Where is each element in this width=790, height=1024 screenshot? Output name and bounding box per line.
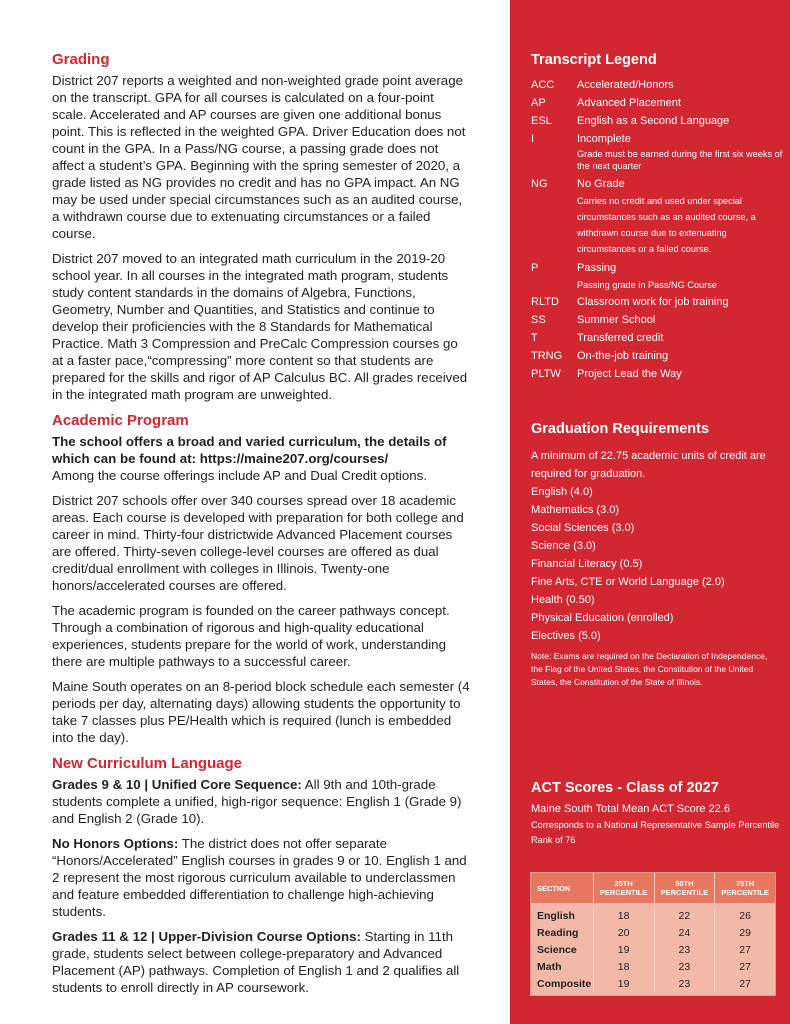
- academic-paragraph-2: District 207 schools offer over 340 courses spread over 18 academic areas. Each course is developed with preparation for both college and career in mind. Thirty-four districtwide Advanced Placement courses are offered. Thirty-seven college-level courses are offered as dual credit/dual enrollment with colleges in Illinois. Twenty-one honors/accelerated courses are offered.: [52, 493, 464, 593]
- legend-definition: Advanced Placement: [577, 97, 681, 109]
- table-header: [531, 873, 775, 903]
- graduation-intro: A minimum of 22.75 academic units of credit are required for graduation.: [531, 450, 766, 480]
- main-column: [52, 50, 472, 1004]
- table-cell: 22: [654, 907, 715, 924]
- table-cell-section: English: [537, 909, 575, 922]
- legend-definition: Summer School: [577, 314, 656, 326]
- grading-section: [52, 50, 472, 403]
- table-cell: 19: [593, 975, 654, 992]
- graduation-item: Mathematics (3.0): [531, 504, 620, 516]
- legend-item: [531, 175, 786, 259]
- table-cell: 27: [714, 941, 775, 958]
- graduation-heading: Graduation Requirements: [531, 421, 710, 437]
- table-cell: 24: [654, 924, 715, 941]
- table-cell-section: Science: [537, 943, 577, 956]
- table-cell: 20: [593, 924, 654, 941]
- legend-definition: No Grade: [577, 178, 625, 190]
- graduation-item: Health (0.50): [531, 594, 595, 606]
- legend-item: [531, 259, 786, 293]
- legend-code: ACC: [531, 79, 555, 91]
- academic-heading: Academic Program: [52, 412, 189, 429]
- curriculum-item-title: No Honors Options:: [52, 836, 179, 851]
- curriculum-heading: New Curriculum Language: [52, 755, 243, 772]
- graduation-item: Science (3.0): [531, 540, 596, 552]
- legend-code: T: [531, 332, 538, 344]
- grading-paragraph-1: District 207 reports a weighted and non-weighted grade point average on the transcript. GPA for all courses is calculated on a four-point scale. Accelerated and AP courses are given one additional bonus point. This is reflected in the weighted GPA. Driver Education does not count in the GPA. In a Pass/NG course, a passing grade does not affect a student’s GPA. Beginning with the spring semester of 2020, a grade listed as NG provides no credit and has no GPA impact. An NG may be used under special circumstances such as an audited course, a withdrawn course due to extenuating circumstances or a failed course.: [52, 73, 466, 241]
- legend-item: [531, 311, 786, 329]
- table-row: [531, 941, 775, 958]
- graduation-item: Physical Education (enrolled): [531, 612, 674, 624]
- legend-code: P: [531, 262, 539, 274]
- table-row: [531, 924, 775, 941]
- curriculum-item-text: Starting in 11th grade, students select between college-preparatory and Advanced Placement (AP) pathways. Completion of English 1 and 2 qualifies all students to enroll directly in AP coursework.: [52, 929, 460, 995]
- curriculum-section: [52, 754, 472, 996]
- graduation-item: Social Sciences (3.0): [531, 522, 635, 534]
- column-header: 50TH PERCENTILE: [654, 873, 715, 903]
- table-cell-section: Math: [537, 960, 562, 973]
- legend-heading: Transcript Legend: [531, 52, 657, 68]
- legend-note: Carries no credit and used under special circumstances such as an audited course, a withdrawn course due to extenuating circumstances or a failed course.: [577, 196, 756, 254]
- legend-note: Grade must be earned during the first six weeks of the next quarter: [577, 149, 783, 171]
- legend-code: ESL: [531, 115, 552, 127]
- table-row: [531, 907, 775, 924]
- curriculum-item-text: The district does not offer separate “Honors/Accelerated” English courses in grades 9 or 10. English 1 and 2 represent the most rigorous curriculum available to underclassmen and feature embedded differentiation to challenge high-achieving students.: [52, 836, 467, 919]
- legend-code: TRNG: [531, 350, 563, 362]
- legend-definition: Classroom work for job training: [577, 296, 729, 308]
- act-scores: [531, 779, 781, 848]
- grading-paragraph-2: District 207 moved to an integrated math curriculum in the 2019-20 school year. In all courses in the integrated math program, students study content standards in the domains of Algebra, Functions, Geometry, Number and Quantities, and Statistics and continue to develop their proficiencies with the 8 Standards for Mathematical Practice. Math 3 Compression and PreCalc Compression courses go at a faster pace,“compressing” more content so that students are prepared for the skills and rigor of AP Calculus BC. All grades received in the integrated math program are unweighted.: [52, 251, 468, 402]
- legend-definition: Transferred credit: [577, 332, 664, 344]
- table-row: [531, 975, 775, 992]
- table-cell: 23: [654, 975, 715, 992]
- table-cell: 18: [593, 907, 654, 924]
- transcript-legend: [531, 76, 786, 383]
- sidebar-panel: [510, 0, 790, 1024]
- table-cell: 26: [714, 907, 775, 924]
- table-cell: 27: [714, 958, 775, 975]
- legend-note: Passing grade in Pass/NG Course: [577, 280, 717, 290]
- legend-item: [531, 347, 786, 365]
- legend-code: AP: [531, 97, 546, 109]
- legend-item: [531, 94, 786, 112]
- curriculum-item: [52, 835, 472, 920]
- graduation-item: Electives (5.0): [531, 630, 601, 642]
- academic-lead-bold: The school offers a broad and varied curriculum, the details of which can be found at: https://maine207.org/courses/: [52, 434, 447, 466]
- graduation-note: Note: Exams are required on the Declaration of Independence, the Flag of the United States, the Constitution of the United States, the Constitution of the State of Illinois.: [531, 651, 768, 687]
- curriculum-item: [52, 928, 472, 996]
- legend-item: [531, 329, 786, 347]
- table-cell-section: Composite: [537, 977, 592, 990]
- academic-paragraph-3: The academic program is founded on the career pathways concept. Through a combination of rigorous and high-quality educational experiences, students prepare for the world of work, understanding there are multiple pathways to a successful career.: [52, 603, 450, 669]
- table-body: [531, 903, 775, 992]
- graduation-item: English (4.0): [531, 486, 593, 498]
- academic-paragraph-4: Maine South operates on an 8-period block schedule each semester (4 periods per day, alternating days) allowing students the opportunity to take 7 classes plus PE/Health which is required (lunch is embedded into the day).: [52, 679, 470, 745]
- table-cell-section: Reading: [537, 926, 579, 939]
- table-cell: 27: [714, 975, 775, 992]
- legend-definition: Passing: [577, 262, 617, 274]
- column-header: 25TH PERCENTILE: [593, 873, 654, 903]
- legend-definition: English as a Second Language: [577, 115, 730, 127]
- academic-section: [52, 411, 472, 746]
- curriculum-item-text: All 9th and 10th-grade students complete a unified, high-rigor sequence: English 1 (Grade 9) and English 2 (Grade 10).: [52, 777, 462, 826]
- academic-lead-rest: Among the course offerings include AP and Dual Credit options.: [52, 468, 428, 483]
- curriculum-item-title: Grades 9 & 10 | Unified Core Sequence:: [52, 777, 302, 792]
- legend-item: [531, 365, 786, 383]
- graduation-requirements: [531, 420, 781, 689]
- legend-code: RLTD: [531, 296, 559, 308]
- column-header: SECTION: [537, 883, 571, 893]
- table-cell: 29: [714, 924, 775, 941]
- act-score-table: [530, 872, 776, 996]
- curriculum-item: [52, 776, 472, 827]
- table-cell: 23: [654, 941, 715, 958]
- grading-heading: Grading: [52, 51, 110, 68]
- act-heading: ACT Scores - Class of 2027: [531, 780, 719, 796]
- graduation-item: Financial Literacy (0.5): [531, 558, 643, 570]
- table-row: [531, 958, 775, 975]
- legend-definition: On-the-job training: [577, 350, 669, 362]
- act-mean-score: Maine South Total Mean ACT Score 22.6: [531, 803, 730, 815]
- legend-item: [531, 293, 786, 311]
- legend-code: I: [531, 133, 535, 145]
- legend-definition: Incomplete: [577, 133, 631, 145]
- table-cell: 23: [654, 958, 715, 975]
- legend-definition: Accelerated/Honors: [577, 79, 674, 91]
- legend-code: PLTW: [531, 368, 561, 380]
- table-cell: 18: [593, 958, 654, 975]
- legend-code: SS: [531, 314, 546, 326]
- legend-item: [531, 130, 786, 175]
- table-cell: 19: [593, 941, 654, 958]
- academic-paragraph-1: [52, 433, 472, 484]
- column-header: 75TH PERCENTILE: [714, 873, 775, 903]
- legend-definition: Project Lead the Way: [577, 368, 682, 380]
- legend-item: [531, 112, 786, 130]
- legend-item: [531, 76, 786, 94]
- graduation-item: Fine Arts, CTE or World Language (2.0): [531, 576, 725, 588]
- curriculum-item-title: Grades 11 & 12 | Upper-Division Course Options:: [52, 929, 361, 944]
- legend-code: NG: [531, 178, 548, 190]
- act-percentile-note: Corresponds to a National Representative Sample Percentile Rank of 76: [531, 820, 780, 845]
